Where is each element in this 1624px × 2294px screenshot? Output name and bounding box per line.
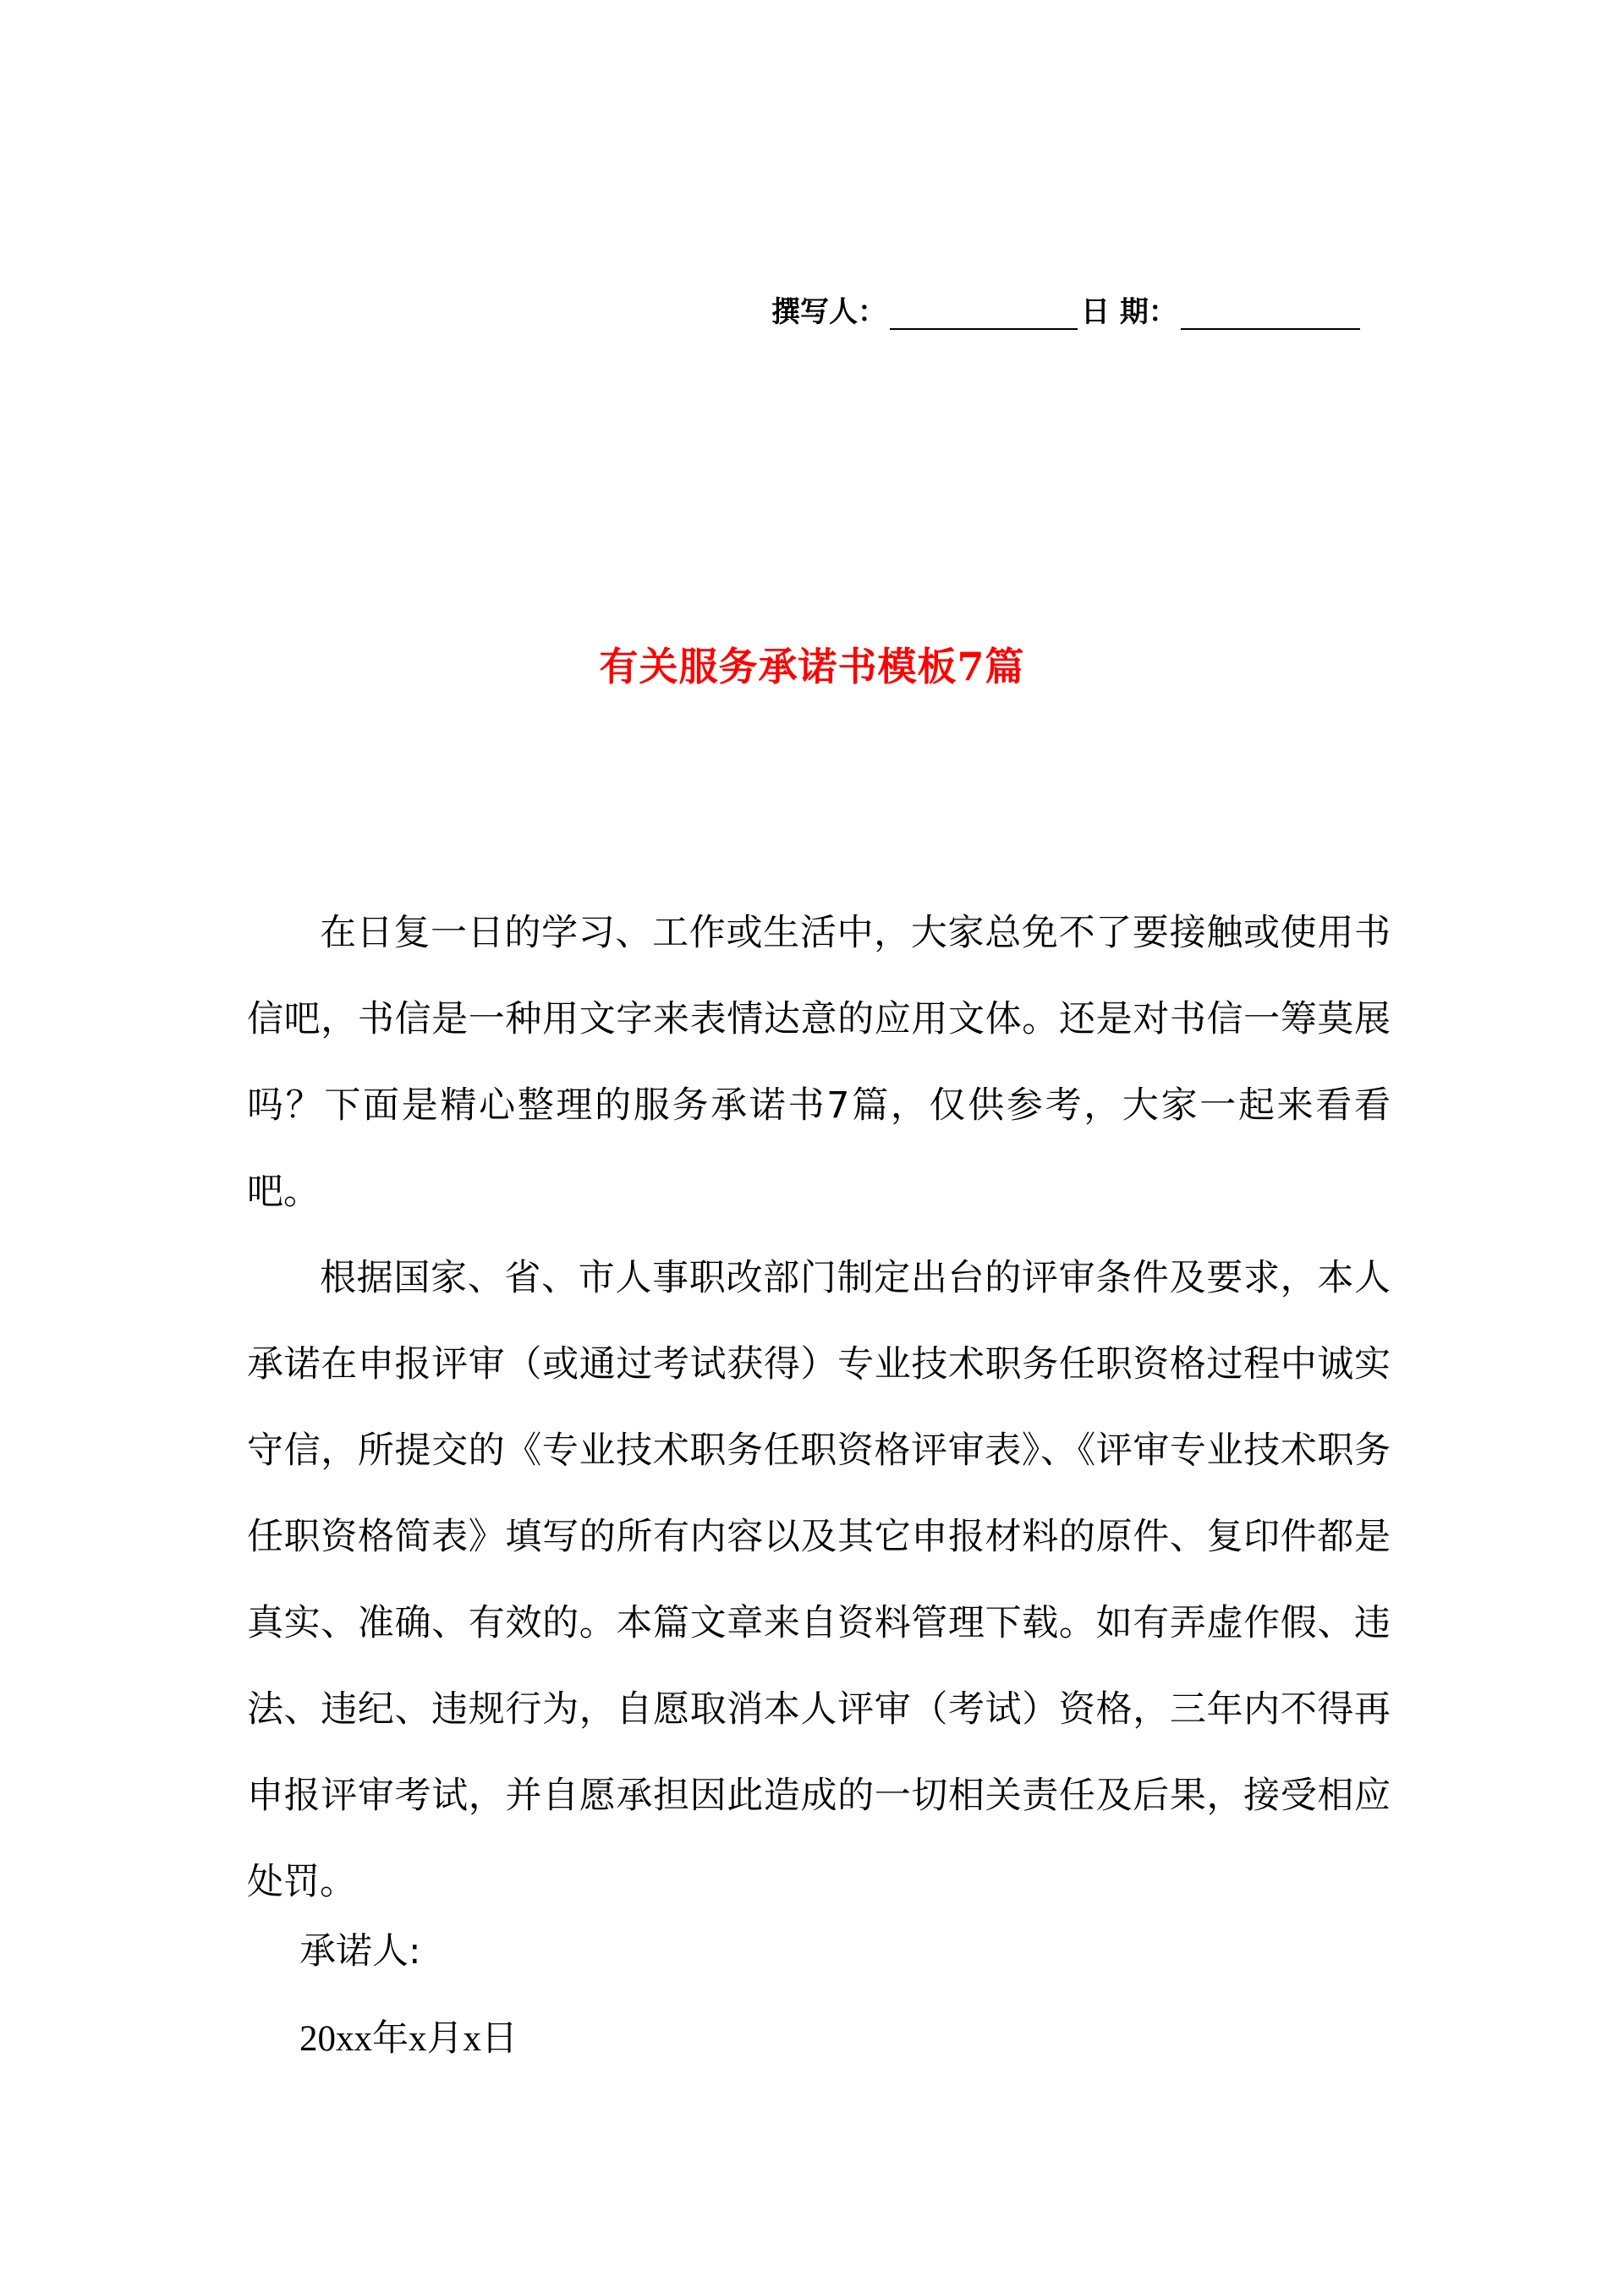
document-title: 有关服务承诺书模板7篇 bbox=[599, 644, 1025, 689]
body-paragraph-intro: 在日复一日的学习、工作或生活中，大家总免不了要接触或使用书信吧，书信是一种用文字来表情达意的应用文体。还是对书信一筹莫展吗？下面是精心整理的服务承诺书7篇，仅供参考，大家一起来看看吧。 bbox=[247, 912, 1391, 1213]
document-body bbox=[247, 890, 1391, 1925]
date-blank-field bbox=[1181, 294, 1360, 330]
body-paragraph-commitment: 根据国家、省、市人事职改部门制定出台的评审条件及要求，本人承诺在申报评审（或通过考试获得）专业技术职务任职资格过程中诚实守信，所提交的《专业技术职务任职资格评审表》、《评审专业技术职务任职资格简表》填写的所有内容以及其它申报材料的原件、复印件都是真实、准确、有效的。本篇文章来自资料管理下载。如有弄虚作假、违法、违纪、违规行为，自愿取消本人评审（考试）资格，三年内不得再申报评审考试，并自愿承担因此造成的一切相关责任及后果，接受相应处罚。 bbox=[247, 1257, 1391, 1903]
date-label: 日 期： bbox=[1081, 295, 1177, 329]
signature-date: 20xx年x月x日 bbox=[299, 2019, 518, 2059]
author-date-line bbox=[771, 286, 1389, 330]
signature-label: 承诺人: bbox=[299, 1930, 421, 1973]
author-blank-field bbox=[890, 294, 1078, 330]
author-label: 撰写人： bbox=[771, 295, 886, 329]
